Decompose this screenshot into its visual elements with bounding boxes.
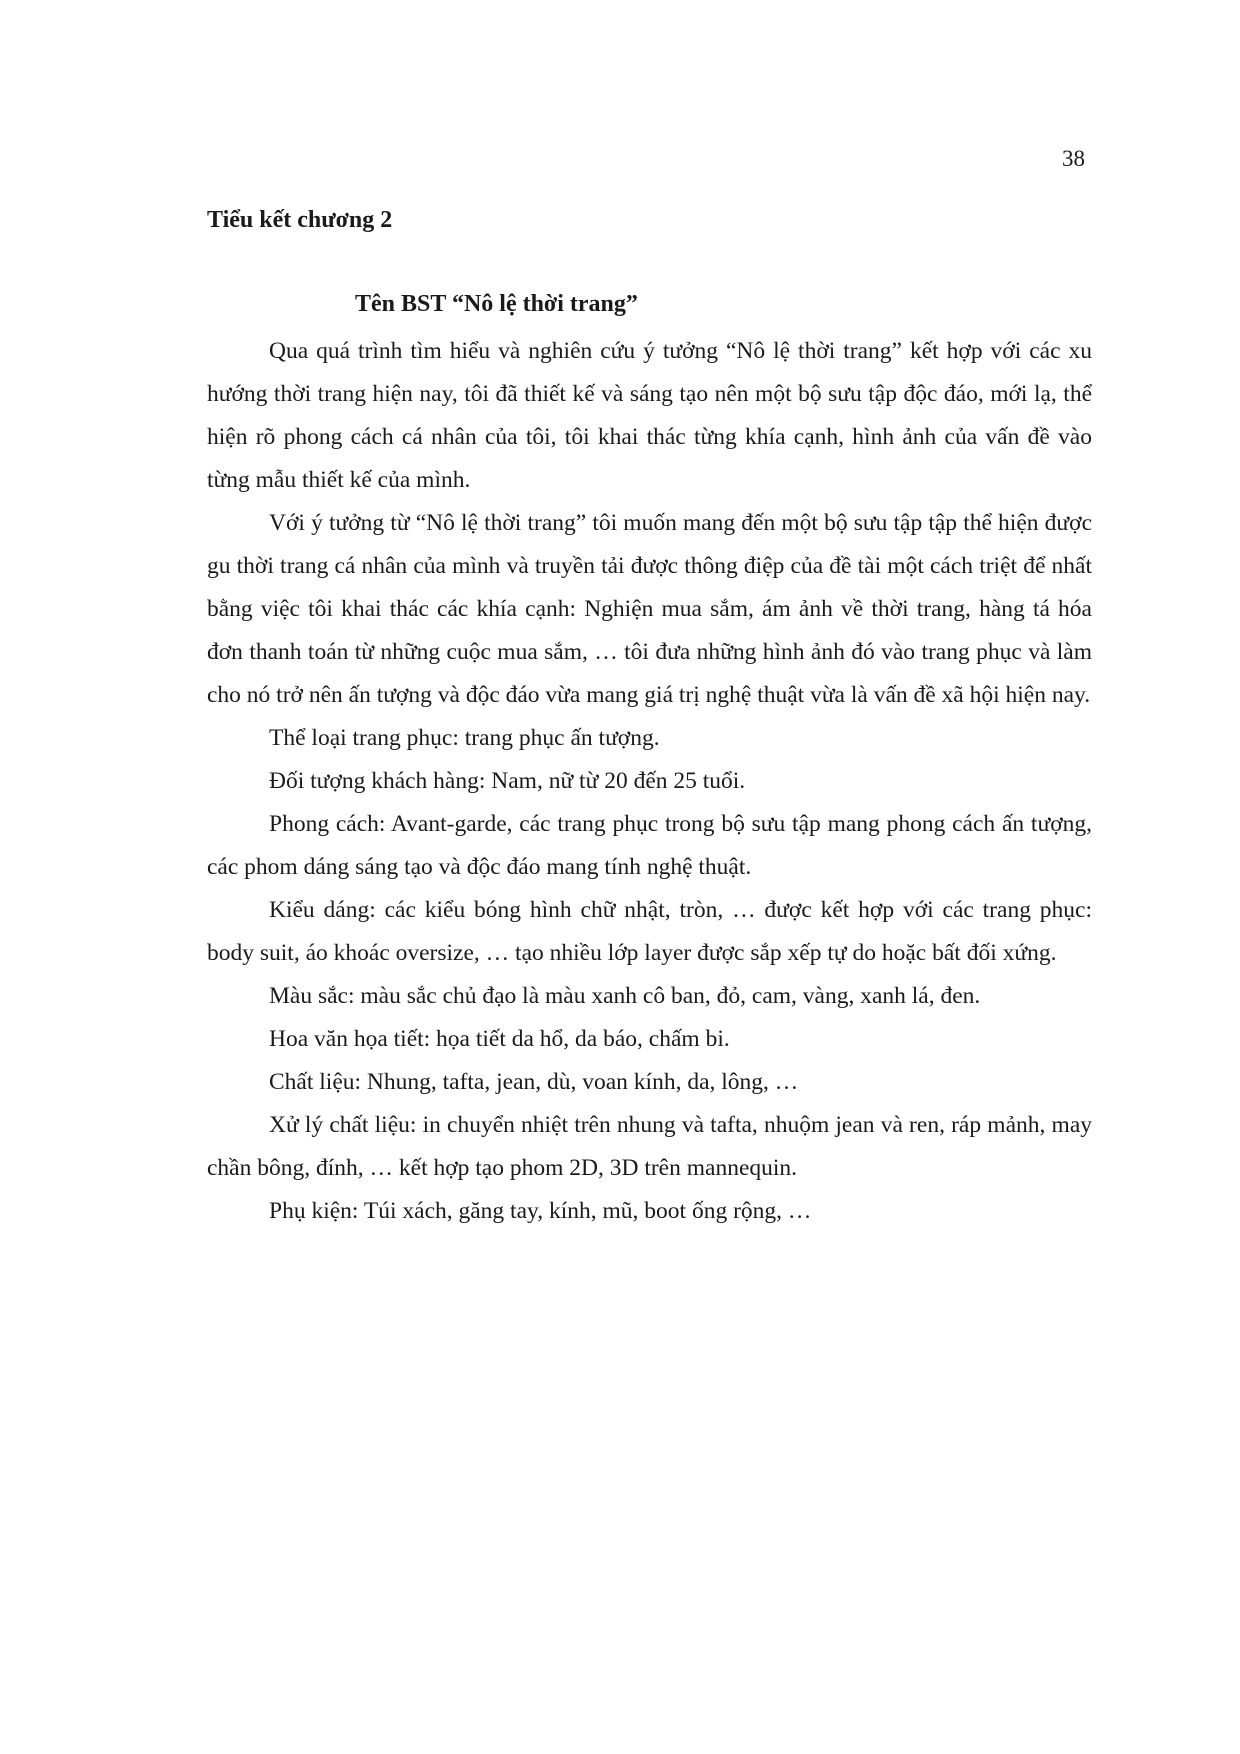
- paragraph-garment-type: Thể loại trang phục: trang phục ấn tượng.: [269, 725, 660, 751]
- chapter-summary-heading: Tiểu kết chương 2: [207, 207, 393, 233]
- paragraph-target-customer: Đối tượng khách hàng: Nam, nữ từ 20 đến 25 tuổi.: [269, 768, 746, 794]
- paragraph-material-processing: Xử lý chất liệu: in chuyển nhiệt trên nhung và tafta, nhuộm jean và ren, ráp mảnh, may chần bông, đính, … kết hợp tạo phom 2D, 3D trên mannequin.: [207, 1112, 1092, 1181]
- paragraph-patterns: Hoa văn họa tiết: họa tiết da hổ, da báo, chấm bi.: [269, 1026, 730, 1052]
- paragraph-colors: Màu sắc: màu sắc chủ đạo là màu xanh cô ban, đỏ, cam, vàng, xanh lá, đen.: [269, 983, 981, 1009]
- body-text: [207, 330, 1092, 1233]
- paragraph-accessories: Phụ kiện: Túi xách, găng tay, kính, mũ, boot ống rộng, …: [269, 1198, 812, 1224]
- paragraph-style: Phong cách: Avant-garde, các trang phục trong bộ sưu tập mang phong cách ấn tượng, các phom dáng sáng tạo và độc đáo mang tính nghệ thuật.: [207, 811, 1092, 880]
- paragraph-idea: Với ý tưởng từ “Nô lệ thời trang” tôi muốn mang đến một bộ sưu tập tập thể hiện được gu thời trang cá nhân của mình và truyền tải được thông điệp của đề tài một cách triệt để nhất bằng việc tôi khai thác các khía cạnh: Nghiện mua sắm, ám ảnh về thời trang, hàng tá hóa đơn thanh toán từ những cuộc mua sắm, … tôi đưa những hình ảnh đó vào trang phục và làm cho nó trở nên ấn tượng và độc đáo vừa mang giá trị nghệ thuật vừa là vấn đề xã hội hiện nay.: [207, 510, 1092, 708]
- paragraph-materials: Chất liệu: Nhung, tafta, jean, dù, voan kính, da, lông, …: [269, 1069, 799, 1095]
- paragraph-intro: Qua quá trình tìm hiểu và nghiên cứu ý tưởng “Nô lệ thời trang” kết hợp với các xu hướng thời trang hiện nay, tôi đã thiết kế và sáng tạo nên một bộ sưu tập độc đáo, mới lạ, thể hiện rõ phong cách cá nhân của tôi, tôi khai thác từng khía cạnh, hình ảnh của vấn đề vào từng mẫu thiết kế của mình.: [207, 338, 1092, 493]
- page-number: 38: [1062, 146, 1085, 171]
- collection-title: Tên BST “Nô lệ thời trang”: [355, 291, 638, 317]
- paragraph-silhouette: Kiểu dáng: các kiểu bóng hình chữ nhật, tròn, … được kết hợp với các trang phục: body suit, áo khoác oversize, … tạo nhiều lớp layer được sắp xếp tự do hoặc bất đối xứng.: [207, 897, 1092, 966]
